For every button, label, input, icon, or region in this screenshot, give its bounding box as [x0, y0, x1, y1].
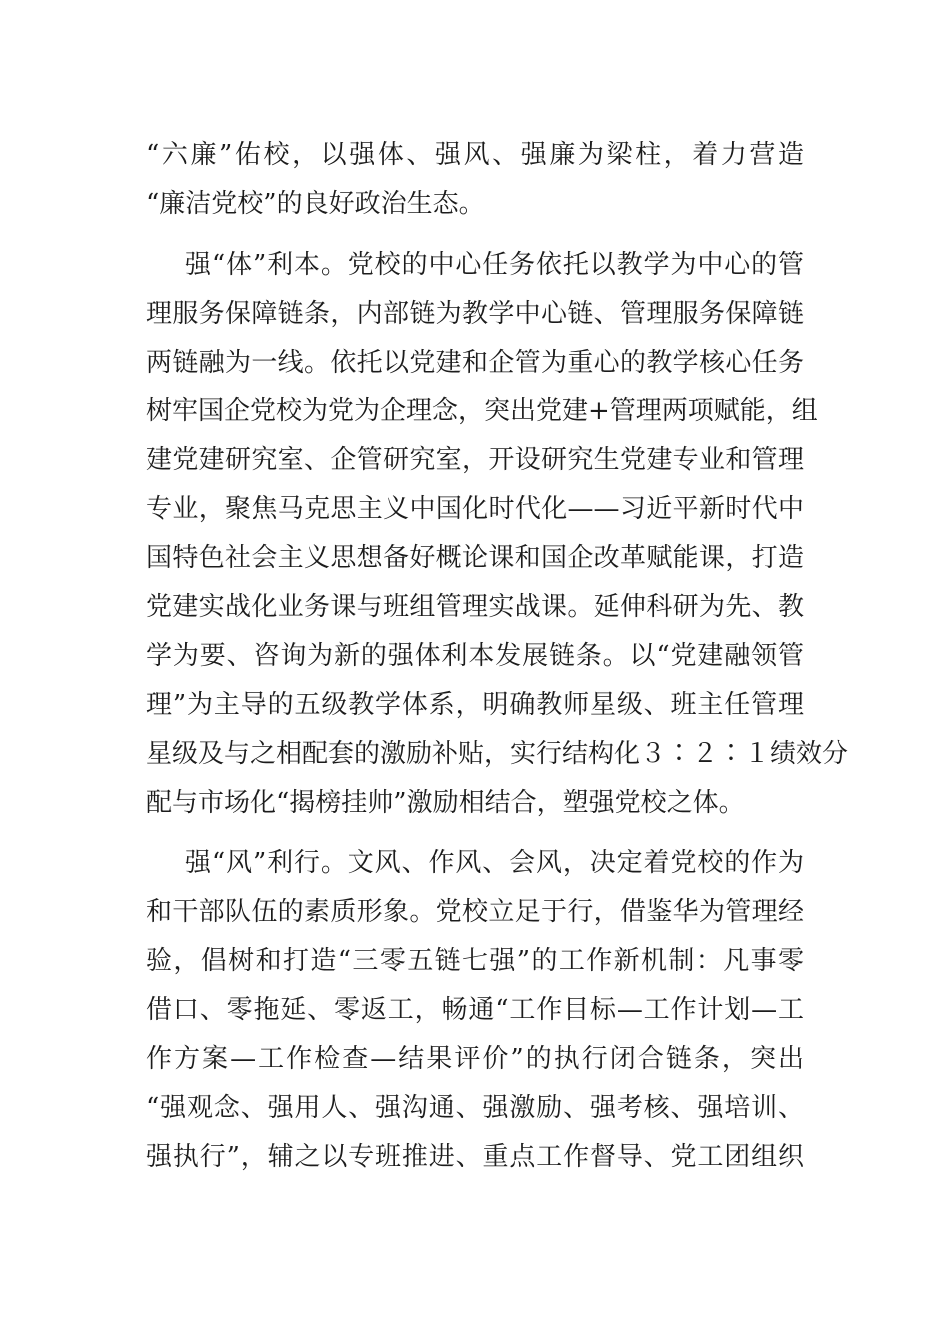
paragraph-gap — [146, 827, 804, 839]
paragraph-3-line-1: 强“风”利行。文风、作风、会风，决定着党校的作为 — [185, 848, 804, 879]
paragraph-gap — [146, 229, 804, 241]
paragraph-2-line-7: 国特色社会主义思想备好概论课和国企改革赋能课，打造 — [146, 543, 804, 574]
paragraph-3-line-2: 和干部队伍的素质形象。党校立足于行，借鉴华为管理经 — [146, 897, 804, 928]
paragraph-2-line-1: 强“体”利本。党校的中心任务依托以教学为中心的管 — [185, 249, 804, 280]
paragraph-3-line-6: “强观念、强用人、强沟通、强激励、强考核、强培训、 — [146, 1092, 804, 1123]
paragraph-2-line-9: 学为要、咨询为新的强体利本发展链条。以“党建融领管 — [146, 640, 804, 671]
paragraph-1-line-1: “六廉”佑校，以强体、强风、强廉为梁柱，着力营造 — [146, 140, 804, 170]
paragraph-2-line-11: 星级及与之相配套的激励补贴，实行结构化３∶２∶１绩效分 — [146, 738, 849, 769]
paragraph-3-line-5: 作方案—工作检查—结果评价”的执行闭合链条，突出 — [146, 1044, 804, 1075]
paragraph-2-line-5: 建党建研究室、企管研究室，开设研究生党建专业和管理 — [146, 445, 804, 476]
paragraph-2-line-10: 理”为主导的五级教学体系，明确教师星级、班主任管理 — [146, 689, 804, 720]
paragraph-1-line-2: “廉洁党校”的良好政治生态。 — [146, 188, 485, 219]
paragraph-3-line-4: 借口、零拖延、零返工，畅通“工作目标—工作计划—工 — [146, 995, 804, 1026]
paragraph-3-line-3: 验，倡树和打造“三零五链七强”的工作新机制：凡事零 — [146, 946, 804, 977]
document-body — [146, 131, 849, 1182]
paragraph-2-line-3: 两链融为一线。依托以党建和企管为重心的教学核心任务 — [146, 347, 804, 378]
paragraph-3-line-7: 强执行”，辅之以专班推进、重点工作督导、党工团组织 — [146, 1141, 804, 1172]
paragraph-2-line-12: 配与市场化“揭榜挂帅”激励相结合，塑强党校之体。 — [146, 787, 745, 818]
paragraph-2-line-6: 专业，聚焦马克思主义中国化时代化——习近平新时代中 — [146, 494, 804, 525]
paragraph-2-line-4: 树牢国企党校为党为企理念，突出党建+管理两项赋能，组 — [146, 396, 818, 427]
paragraph-2-line-8: 党建实战化业务课与班组管理实战课。延伸科研为先、教 — [146, 592, 804, 623]
paragraph-2-line-2: 理服务保障链条，内部链为教学中心链、管理服务保障链 — [146, 298, 804, 329]
